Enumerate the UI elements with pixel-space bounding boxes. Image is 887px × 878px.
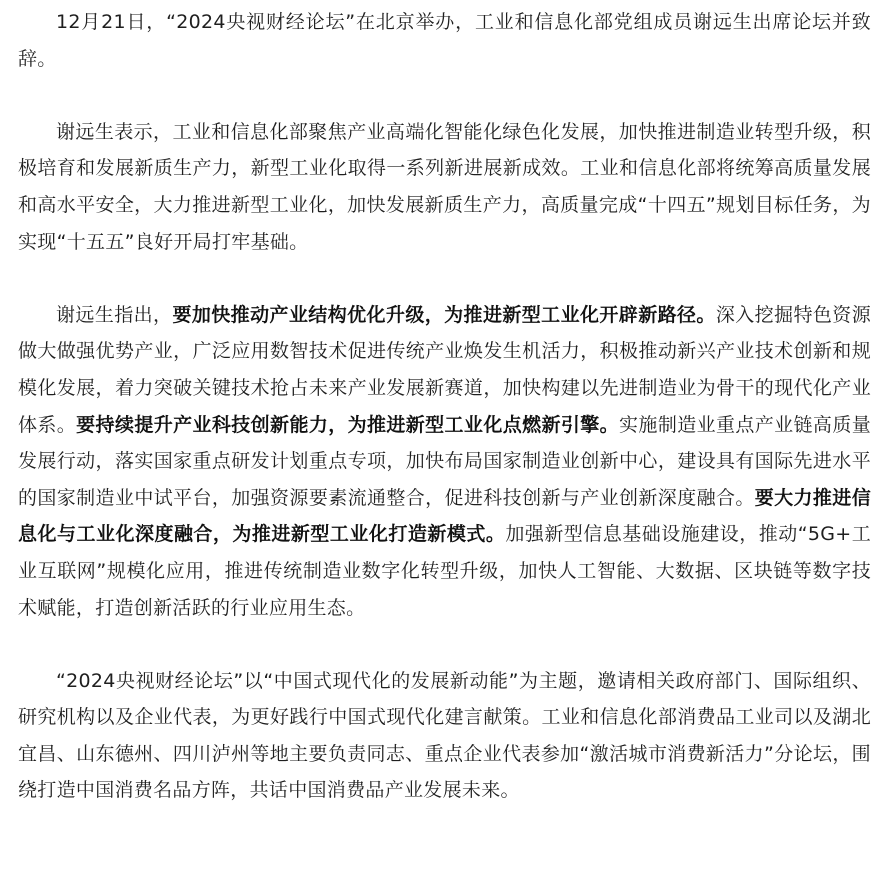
emphasis-point-3: 要大力推进信息化与工业化深度融合，为推进新型工业化打造新模式。 — [18, 486, 871, 546]
paragraph-text: 实施制造业重点产业链高质量发展行动，落实国家重点研发计划重点专项，加快布局国家制造业创新中心，建设具有国际先进水平的国家制造业中试平台，加强资源要素流通整合，促进科技创新与产业创新深度融合。 — [18, 413, 872, 509]
paragraph-text: 加强新型信息基础设施建设，推动“5G+工业互联网”规模化应用，推进传统制造业数字化转型升级，加快人工智能、大数据、区块链等数字技术赋能，打造创新活跃的行业应用生态。 — [18, 523, 871, 619]
paragraph-text: 深入挖掘特色资源做大做强优势产业，广泛应用数智技术促进传统产业焕发生机活力，积极推动新兴产业技术创新和规模化发展，着力突破关键技术抢占未来产业发展新赛道，加快构建以先进制造业为骨干的现代化产业体系。 — [18, 303, 871, 436]
paragraph-key-points — [18, 297, 871, 626]
emphasis-point-2: 要持续提升产业科技创新能力，为推进新型工业化点燃新引擎。 — [76, 413, 620, 436]
paragraph-remarks — [18, 114, 871, 260]
paragraph-text: 谢远生表示，工业和信息化部聚焦产业高端化智能化绿色化发展，加快推进制造业转型升级，积极培育和发展新质生产力，新型工业化取得一系列新进展新成效。工业和信息化部将统筹高质量发展和高水平安全，大力推进新型工业化，加快发展新质生产力，高质量完成“十四五”规划目标任务，为实现“十五五”良好开局打牢基础。 — [18, 120, 871, 253]
paragraph-text: 12月21日，“2024央视财经论坛”在北京举办，工业和信息化部党组成员谢远生出席论坛并致辞。 — [18, 11, 871, 70]
paragraph-forum-theme — [18, 663, 871, 809]
paragraph-intro — [18, 4, 871, 77]
paragraph-text: “2024央视财经论坛”以“中国式现代化的发展新动能”为主题，邀请相关政府部门、国际组织、研究机构以及企业代表，为更好践行中国式现代化建言献策。工业和信息化部消费品工业司以及湖北宜昌、山东德州、四川泸州等地主要负责同志、重点企业代表参加“激活城市消费新活力”分论坛，围绕打造中国消费名品方阵，共话中国消费品产业发展未来。 — [18, 669, 871, 802]
emphasis-point-1: 要加快推动产业结构优化升级，为推进新型工业化开辟新路径。 — [172, 303, 716, 326]
paragraph-text: 谢远生指出， — [56, 303, 173, 326]
